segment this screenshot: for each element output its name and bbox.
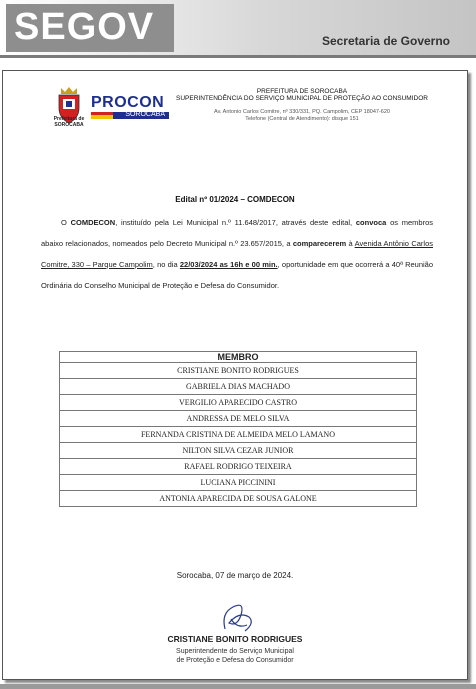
org-address: Av. Antonio Carlos Comitre, nº 330/331, PQ. Campolim, CEP 18047-620: [214, 109, 390, 115]
member-row: ANTONIA APARECIDA DE SOUSA GALONE: [60, 491, 417, 507]
procon-logo: [91, 95, 169, 119]
text-comparecerem: comparecerem: [292, 239, 347, 248]
text-part2: os membros abaixo relacionados, nomeados pelo Decreto Municipal n.º 23.657/2015, a: [41, 218, 433, 248]
date-line: Sorocaba, 07 de março de 2024.: [176, 571, 294, 580]
member-row: CRISTIANE BONITO RODRIGUES: [60, 363, 417, 379]
signer-name: CRISTIANE BONITO RODRIGUES: [167, 634, 303, 644]
text-part3: à: [346, 239, 355, 248]
meeting-address: Avenida Antônio Carlos Comitre, 330 – Parque Campolim: [41, 239, 433, 269]
crest-label: Prefeitura de SOROCABA: [53, 116, 85, 128]
text-part1: , instituído pela Lei Municipal n.º 11.648/2017, através deste edital,: [115, 218, 356, 227]
meeting-datetime: 22/03/2024 as 16h e 00 min.: [179, 260, 278, 269]
org-contact: [169, 109, 435, 123]
edital-body: [41, 212, 433, 296]
org-line2: SUPERINTENDÊNCIA DO SERVIÇO MUNICIPAL DE PROTEÇÃO AO CONSUMIDOR: [176, 95, 428, 102]
department-name: Secretaria de Governo: [321, 34, 450, 48]
procon-gold-stripe: [91, 115, 113, 119]
member-row: FERNANDA CRISTINA DE ALMEIDA MELO LAMANO: [60, 427, 417, 443]
member-row: ANDRESSA DE MELO SILVA: [60, 411, 417, 427]
member-row: VERGILIO APARECIDO CASTRO: [60, 395, 417, 411]
procon-city: SOROCABA: [125, 111, 165, 118]
member-row: LUCIANA PICCININI: [60, 475, 417, 491]
banner-rule: [0, 55, 476, 58]
signature-icon: [211, 599, 263, 639]
segov-banner: [0, 0, 476, 58]
org-phone: Telefone (Central de Atendimento): disque 151: [245, 116, 359, 122]
member-row: NILTON SILVA CEZAR JUNIOR: [60, 443, 417, 459]
org-line1: PREFEITURA DE SOROCABA: [256, 88, 348, 95]
text-convoca: convoca: [355, 218, 387, 227]
member-row: RAFAEL RODRIGO TEIXEIRA: [60, 459, 417, 475]
signer-role: [3, 647, 467, 665]
text-part4: , no dia: [152, 260, 180, 269]
members-table: [59, 351, 417, 507]
edital-title: Edital nº 01/2024 – COMDECON: [175, 195, 295, 204]
bottom-rule: [0, 684, 476, 689]
text-part5: , oportunidade em que ocorrerá a 40ª Reunião Ordinária do Conselho Municipal de Proteção e Defesa do Consumidor.: [41, 260, 434, 290]
org-header: [169, 88, 435, 102]
segov-logo-text: SEGOV: [14, 6, 155, 48]
text-comdecon: COMDECON: [70, 218, 116, 227]
member-row: GABRIELA DIAS MACHADO: [60, 379, 417, 395]
role-line1: Superintendente do Serviço Municipal: [176, 648, 294, 655]
document-page: [2, 70, 468, 680]
members-header: MEMBRO: [60, 352, 417, 363]
text-intro: O: [61, 218, 71, 227]
procon-wordmark: PROCON: [91, 94, 165, 111]
role-line2: de Proteção e Defesa do Consumidor: [176, 657, 294, 664]
